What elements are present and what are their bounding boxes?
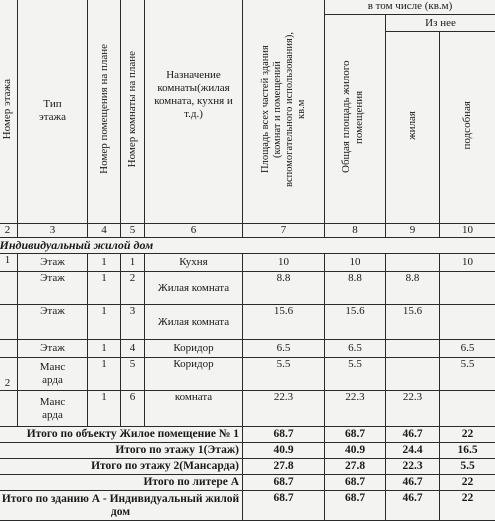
total-label: Итого по зданию А - Индивидуальный жилой дом [0, 491, 243, 521]
cell-area: 6.5 [243, 340, 325, 358]
cell-aux: 5.5 [440, 358, 495, 391]
cell-floor: 1 [0, 254, 18, 272]
header-total-building-area: Площадь всех частей здания (комнат и помещений вспомогательного использования), кв.м [243, 0, 325, 224]
cell-purpose: комната [145, 391, 243, 427]
total-living: 46.7 [386, 491, 440, 521]
cell-room: 4 [121, 340, 145, 358]
header-group-including: в том числе (кв.м) [325, 0, 495, 15]
total-area: 68.7 [243, 475, 325, 491]
cell-floor [0, 340, 18, 358]
table-row [0, 254, 495, 272]
cell-type: Этаж [18, 340, 88, 358]
table-row [0, 305, 495, 340]
cell-room: 1 [121, 254, 145, 272]
header-floor-type: Тип этажа [18, 0, 88, 224]
colnum-7: 7 [243, 224, 325, 238]
header-room-number: Номер комнаты на плане [121, 0, 145, 224]
cell-area: 22.3 [243, 391, 325, 427]
colnum-5: 5 [121, 224, 145, 238]
cell-floor [0, 272, 18, 305]
table-row [0, 272, 495, 305]
cell-purpose: Коридор [145, 340, 243, 358]
total-total: 40.9 [325, 443, 386, 459]
cell-room: 6 [121, 391, 145, 427]
cell-purpose: Жилая комната [145, 272, 243, 305]
colnum-8: 8 [325, 224, 386, 238]
colnum-2: 2 [0, 224, 18, 238]
cell-total: 10 [325, 254, 386, 272]
total-total: 68.7 [325, 427, 386, 443]
total-aux: 22 [440, 427, 495, 443]
total-aux: 5.5 [440, 459, 495, 475]
total-label: Итого по литере А [0, 475, 243, 491]
cell-type: Мансарда [18, 391, 88, 427]
total-total: 68.7 [325, 491, 386, 521]
cell-room: 3 [121, 305, 145, 340]
total-aux: 16.5 [440, 443, 495, 459]
cell-premise: 1 [88, 358, 121, 391]
total-row [0, 459, 495, 475]
cell-premise: 1 [88, 391, 121, 427]
cell-floor [0, 391, 18, 427]
cell-type: Мансарда [18, 358, 88, 391]
cell-total: 8.8 [325, 272, 386, 305]
total-area: 40.9 [243, 443, 325, 459]
table-row [0, 391, 495, 427]
header-floor-number: Номер этажа [0, 0, 18, 224]
cell-type: Этаж [18, 254, 88, 272]
header-living-area: жилая [386, 32, 440, 224]
cell-aux [440, 305, 495, 340]
total-label: Итого по объекту Жилое помещение № 1 [0, 427, 243, 443]
colnum-4: 4 [88, 224, 121, 238]
cell-aux: 6.5 [440, 340, 495, 358]
colnum-10: 10 [440, 224, 495, 238]
cell-purpose: Кухня [145, 254, 243, 272]
cell-total: 15.6 [325, 305, 386, 340]
total-area: 68.7 [243, 427, 325, 443]
section-title: Индивидуальный жилой дом [0, 238, 495, 254]
total-row [0, 427, 495, 443]
total-label: Итого по этажу 1(Этаж) [0, 443, 243, 459]
cell-aux [440, 272, 495, 305]
cell-living [386, 340, 440, 358]
cell-premise: 1 [88, 272, 121, 305]
cell-premise: 1 [88, 340, 121, 358]
total-living: 46.7 [386, 475, 440, 491]
total-row [0, 475, 495, 491]
colnum-3: 3 [18, 224, 88, 238]
cell-purpose: Коридор [145, 358, 243, 391]
total-row [0, 491, 495, 521]
total-row [0, 443, 495, 459]
header-auxiliary-area: подсобная [440, 32, 495, 224]
cell-total: 6.5 [325, 340, 386, 358]
cell-total: 5.5 [325, 358, 386, 391]
cell-room: 2 [121, 272, 145, 305]
header-premise-number: Номер помещения на плане [88, 0, 121, 224]
cell-purpose: Жилая комната [145, 305, 243, 340]
cell-type: Этаж [18, 305, 88, 340]
total-aux: 22 [440, 491, 495, 521]
total-living: 46.7 [386, 427, 440, 443]
total-total: 27.8 [325, 459, 386, 475]
header-group-of-which: Из нее [386, 15, 495, 32]
colnum-9: 9 [386, 224, 440, 238]
header-total-living-premise: Общая площадь жилого помещения [325, 15, 386, 224]
cell-area: 5.5 [243, 358, 325, 391]
total-total: 68.7 [325, 475, 386, 491]
cell-area: 8.8 [243, 272, 325, 305]
cell-living: 22.3 [386, 391, 440, 427]
total-living: 22.3 [386, 459, 440, 475]
table-row [0, 358, 495, 391]
cell-premise: 1 [88, 305, 121, 340]
cell-area: 15.6 [243, 305, 325, 340]
cell-floor: 2 [0, 358, 18, 391]
header-room-purpose: Назначение комнаты(жилая комната, кухня и т.д.) [145, 0, 243, 224]
cell-total: 22.3 [325, 391, 386, 427]
total-area: 68.7 [243, 491, 325, 521]
cell-premise: 1 [88, 254, 121, 272]
cell-aux: 10 [440, 254, 495, 272]
table-row [0, 340, 495, 358]
cell-living: 8.8 [386, 272, 440, 305]
cell-room: 5 [121, 358, 145, 391]
total-label: Итого по этажу 2(Мансарда) [0, 459, 243, 475]
colnum-6: 6 [145, 224, 243, 238]
cell-living [386, 358, 440, 391]
cell-aux [440, 391, 495, 427]
cell-living: 15.6 [386, 305, 440, 340]
total-aux: 22 [440, 475, 495, 491]
cell-area: 10 [243, 254, 325, 272]
cell-floor [0, 305, 18, 340]
cell-living [386, 254, 440, 272]
total-area: 27.8 [243, 459, 325, 475]
cell-type: Этаж [18, 272, 88, 305]
total-living: 24.4 [386, 443, 440, 459]
